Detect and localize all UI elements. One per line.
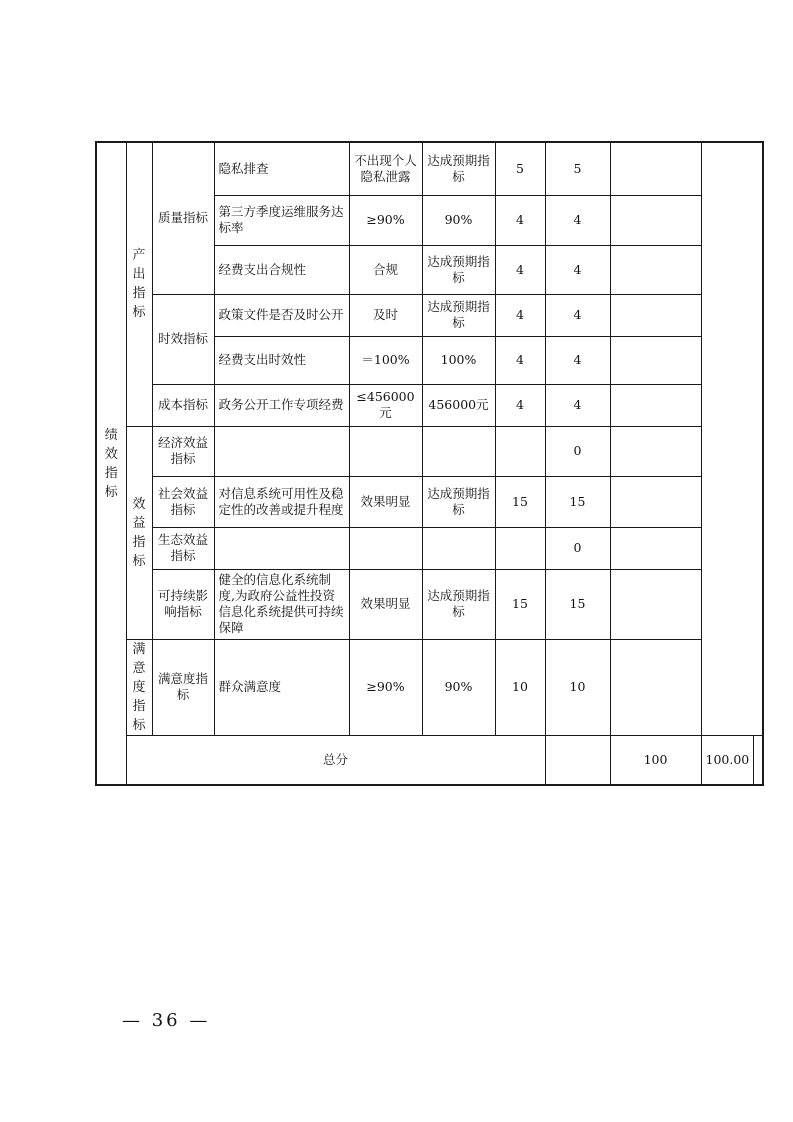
category-l3-cell: 时效指标: [152, 294, 214, 384]
score-cell: 15: [545, 569, 610, 639]
indicator-cell: 经费支出合规性: [214, 245, 349, 294]
actual-cell: 达成预期指标: [422, 142, 495, 195]
table-row: [96, 476, 763, 527]
category-l3-cell: 成本指标: [152, 384, 214, 426]
table-row: [96, 426, 763, 476]
page-number-text: — 36 —: [122, 1010, 211, 1031]
weight-cell: [495, 426, 545, 476]
category-l3-cell: 质量指标: [152, 142, 214, 294]
actual-cell: [422, 527, 495, 569]
total-actual-cell: [545, 735, 610, 785]
indicator-cell: 群众满意度: [214, 639, 349, 735]
total-weight-cell: 100: [610, 735, 701, 785]
category-l3-cell: 可持续影响指标: [152, 569, 214, 639]
note-cell: [610, 195, 701, 245]
target-cell: [349, 426, 422, 476]
note-cell: [610, 426, 701, 476]
category-l3-cell: 社会效益指标: [152, 476, 214, 527]
target-cell: 及时: [349, 294, 422, 336]
target-cell: 效果明显: [349, 569, 422, 639]
table-row: [96, 294, 763, 336]
total-score-cell: 100.00: [701, 735, 754, 785]
total-label-cell: 总分: [126, 735, 545, 785]
weight-cell: 4: [495, 384, 545, 426]
category-l3-cell: 经济效益指标: [152, 426, 214, 476]
target-cell: 不出现个人隐私泄露: [349, 142, 422, 195]
weight-cell: 4: [495, 294, 545, 336]
target-cell: ＝100%: [349, 336, 422, 384]
indicator-cell: 第三方季度运维服务达标率: [214, 195, 349, 245]
score-cell: 15: [545, 476, 610, 527]
note-cell: [610, 294, 701, 336]
actual-cell: 达成预期指标: [422, 569, 495, 639]
actual-cell: 达成预期指标: [422, 294, 495, 336]
target-cell: 合规: [349, 245, 422, 294]
note-cell: [610, 245, 701, 294]
indicator-cell: 经费支出时效性: [214, 336, 349, 384]
category-l2-output-cell: 产出指标: [126, 142, 152, 426]
category-l2-benefit-cell: 效益指标: [126, 426, 152, 639]
note-cell: [610, 336, 701, 384]
indicator-cell: [214, 527, 349, 569]
actual-cell: 100%: [422, 336, 495, 384]
category-l3-cell: 生态效益指标: [152, 527, 214, 569]
target-cell: ≤456000元: [349, 384, 422, 426]
indicator-cell: 政策文件是否及时公开: [214, 294, 349, 336]
category-l3-cell: 满意度指标: [152, 639, 214, 735]
table-row: [96, 384, 763, 426]
indicator-cell: 政务公开工作专项经费: [214, 384, 349, 426]
weight-cell: 5: [495, 142, 545, 195]
actual-cell: 90%: [422, 639, 495, 735]
indicator-cell: 健全的信息化系统制度,为政府公益性投资信息化系统提供可持续保障: [214, 569, 349, 639]
target-cell: 效果明显: [349, 476, 422, 527]
table-row: [96, 569, 763, 639]
note-cell: [610, 527, 701, 569]
actual-cell: 456000元: [422, 384, 495, 426]
actual-cell: 达成预期指标: [422, 476, 495, 527]
weight-cell: 4: [495, 195, 545, 245]
actual-cell: [422, 426, 495, 476]
weight-cell: 4: [495, 336, 545, 384]
score-cell: 0: [545, 527, 610, 569]
actual-cell: 90%: [422, 195, 495, 245]
score-cell: 10: [545, 639, 610, 735]
weight-cell: [495, 527, 545, 569]
weight-cell: 15: [495, 476, 545, 527]
total-row: [96, 735, 763, 785]
score-cell: 4: [545, 195, 610, 245]
total-note-cell: [754, 735, 764, 785]
category-l2-satisfaction-cell: 满意度指标: [126, 639, 152, 735]
indicator-cell: 隐私排查: [214, 142, 349, 195]
indicator-cell: 对信息系统可用性及稳定性的改善或提升程度: [214, 476, 349, 527]
note-cell: [610, 476, 701, 527]
note-cell: [610, 384, 701, 426]
score-cell: 4: [545, 294, 610, 336]
note-cell: [610, 639, 701, 735]
weight-cell: 15: [495, 569, 545, 639]
note-cell: [610, 142, 701, 195]
score-cell: 4: [545, 336, 610, 384]
category-l1-cell: 绩效指标: [96, 142, 126, 785]
note-cell: [610, 569, 701, 639]
score-cell: 4: [545, 245, 610, 294]
table-row: [96, 142, 763, 195]
target-cell: [349, 527, 422, 569]
actual-cell: 达成预期指标: [422, 245, 495, 294]
score-cell: 0: [545, 426, 610, 476]
performance-indicator-table: [95, 141, 764, 786]
weight-cell: 4: [495, 245, 545, 294]
table-row: [96, 527, 763, 569]
target-cell: ≥90%: [349, 639, 422, 735]
score-cell: 5: [545, 142, 610, 195]
weight-cell: 10: [495, 639, 545, 735]
score-cell: 4: [545, 384, 610, 426]
target-cell: ≥90%: [349, 195, 422, 245]
indicator-cell: [214, 426, 349, 476]
table-row: [96, 639, 763, 735]
